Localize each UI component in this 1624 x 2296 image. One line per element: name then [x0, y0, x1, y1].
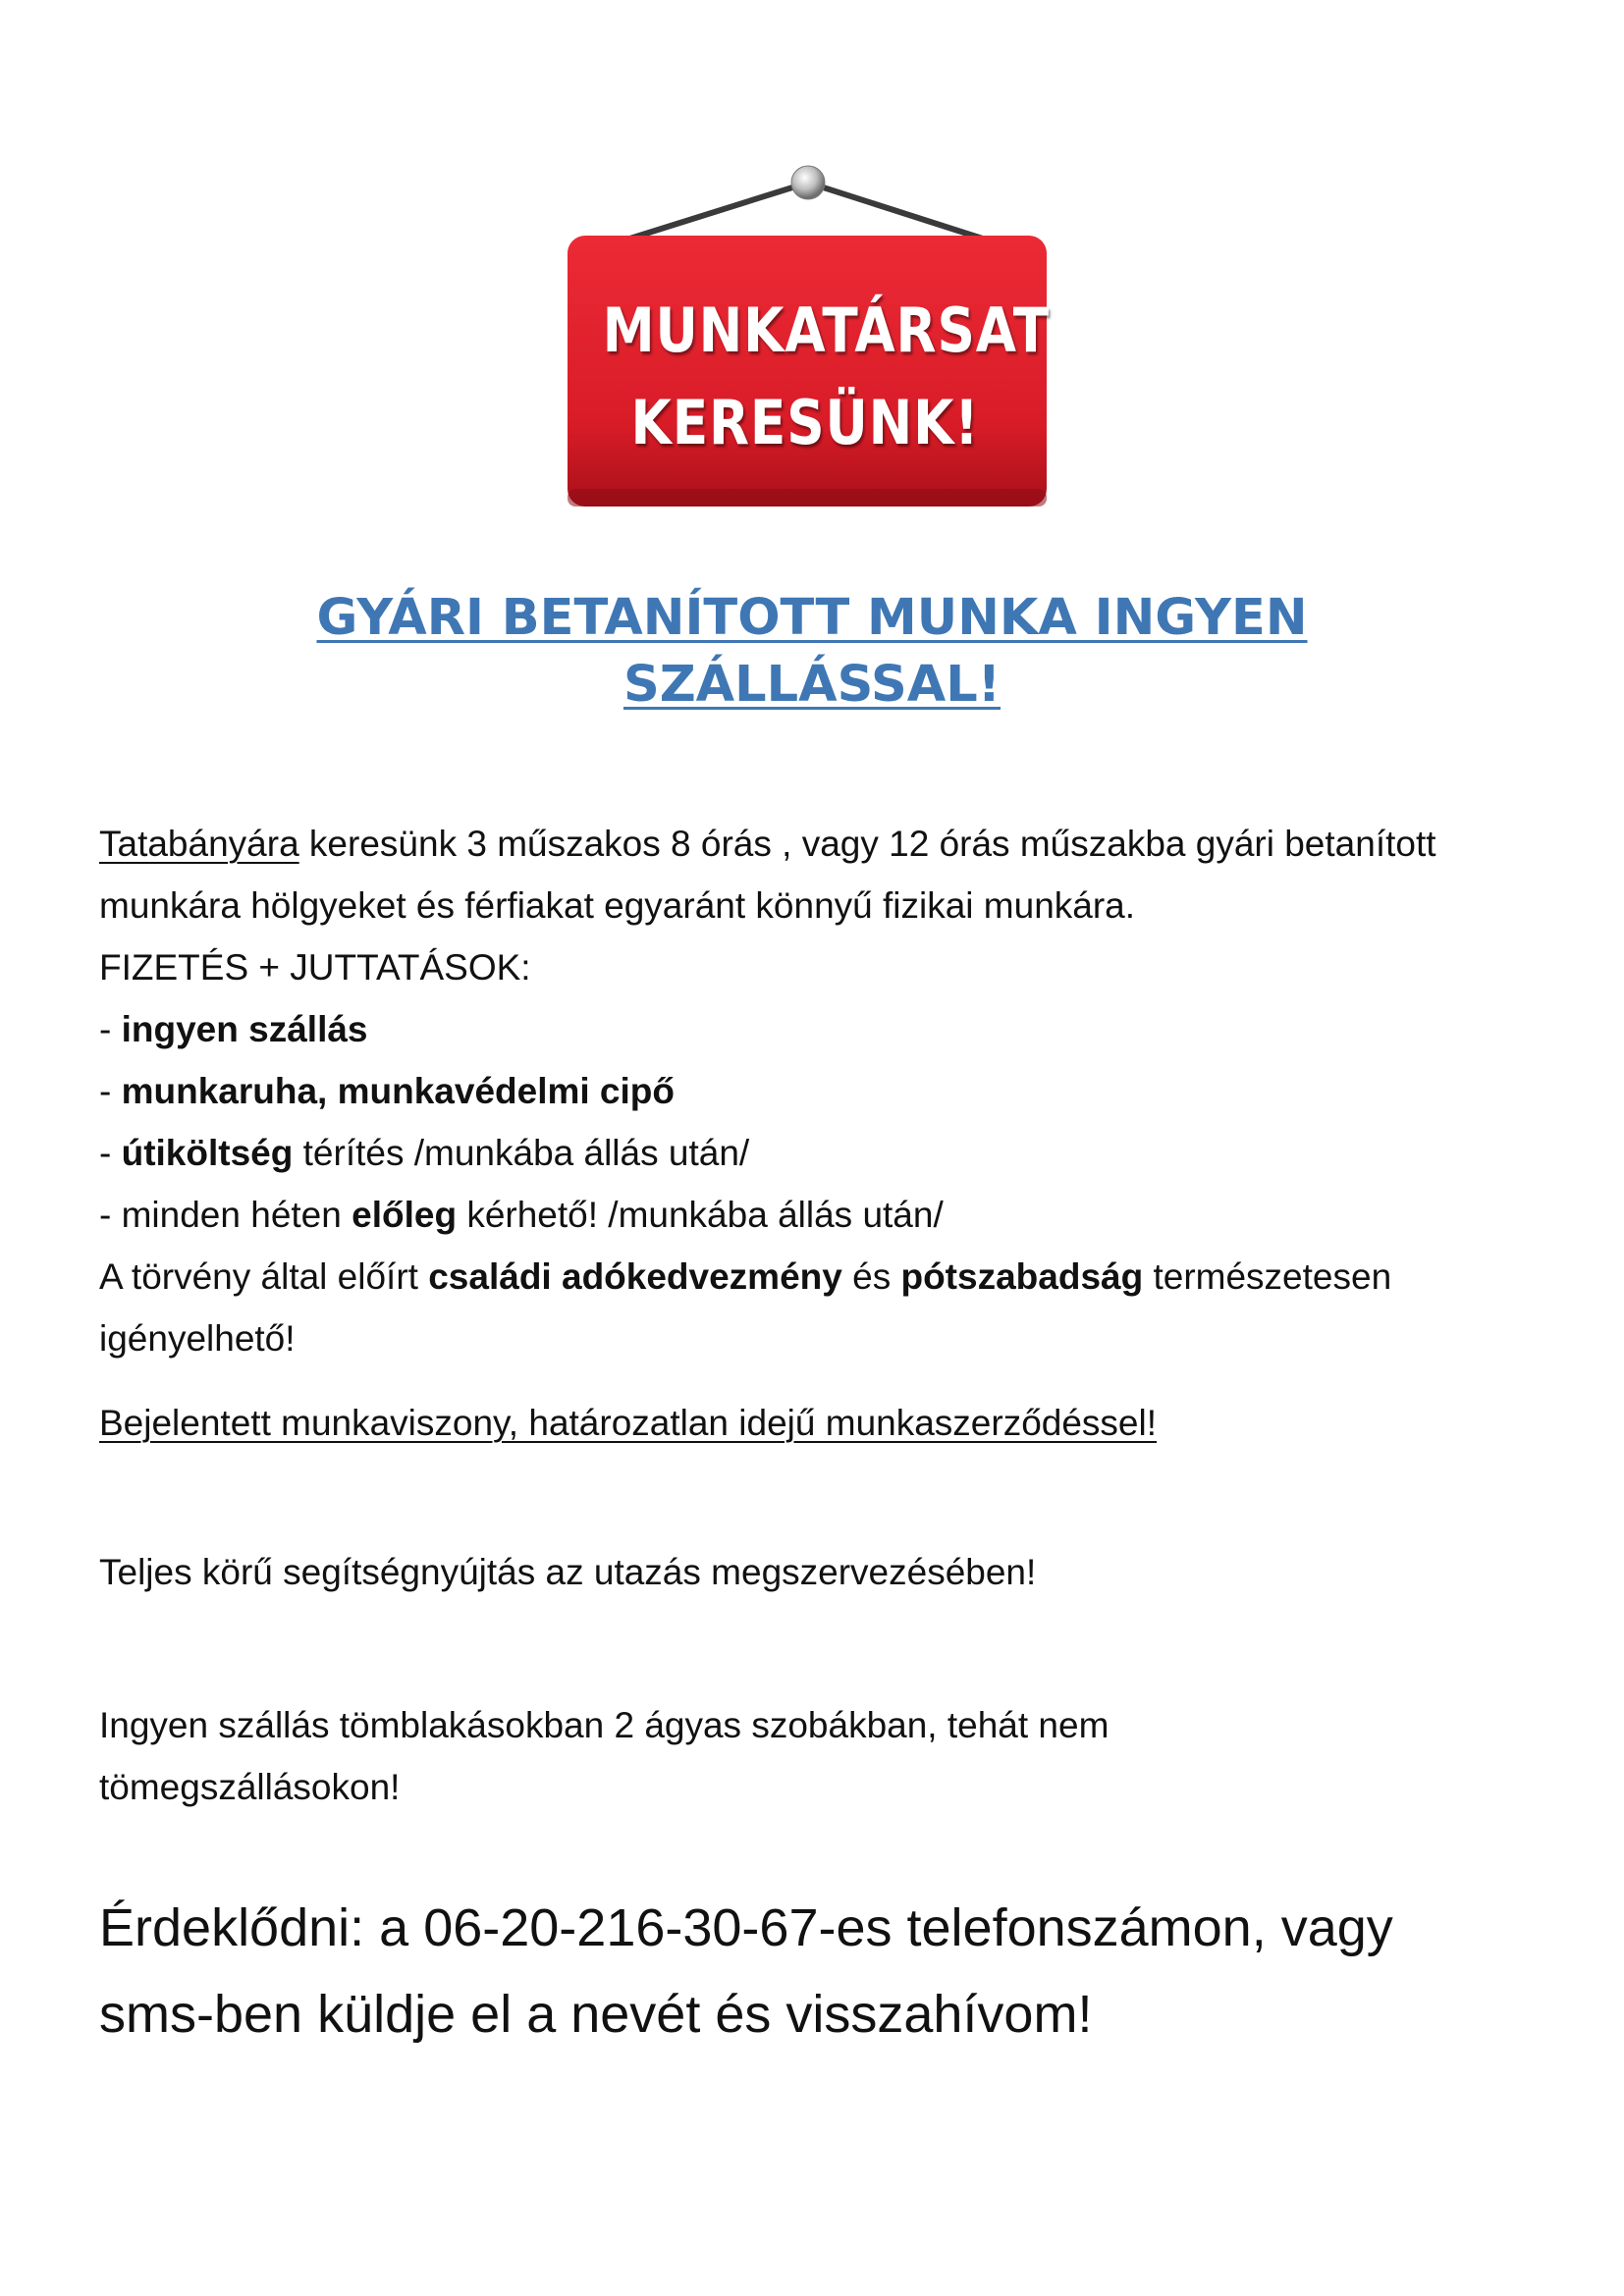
housing-paragraph [99, 1694, 1533, 1818]
law-post: természetesen igényelhető! [99, 1256, 1392, 1359]
benefit-workwear: munkaruha, munkavédelmi cipő [121, 1071, 675, 1111]
law-paragraph [99, 1246, 1533, 1369]
law-mid: és [841, 1256, 901, 1297]
sign-text-line1: MUNKATÁRSAT [602, 294, 1050, 366]
list-dash: - [99, 1009, 122, 1049]
benefits-heading: FIZETÉS + JUTTATÁSOK: [99, 947, 531, 988]
law-tax-benefit: családi adókedvezmény [428, 1256, 842, 1297]
list-dash: - [99, 1195, 122, 1235]
list-dash: - [99, 1071, 122, 1111]
contact-line2: sms-ben küldje el a nevét és visszahívom! [99, 1985, 1093, 2044]
benefit-item-travel [99, 1122, 1533, 1184]
benefit-advance-rest: kérhető! /munkába állás után/ [457, 1195, 944, 1235]
law-extra-leave: pótszabadság [900, 1256, 1144, 1297]
benefit-housing: ingyen szállás [121, 1009, 368, 1049]
contact-line1: Érdeklődni: a 06-20-216-30-67-es telefonszámon, vagy [99, 1898, 1393, 1957]
intro-text: keresünk 3 műszakos 8 órás , vagy 12 órás műszakba gyári betanított munkára hölgyeket és férfiakat egyaránt könnyű fizikai munkára. [99, 824, 1436, 926]
contract-text: Bejelentett munkaviszony, határozatlan idejű munkaszerződéssel! [99, 1403, 1158, 1443]
housing-line2: tömegszállásokon! [99, 1767, 401, 1807]
benefit-item-housing [99, 998, 1533, 1060]
job-sign-graphic [560, 165, 1051, 510]
benefit-travel-rest: térítés /munkába állás után/ [293, 1133, 750, 1173]
travel-paragraph [99, 1541, 1533, 1603]
city-name: Tatabányára [99, 824, 299, 864]
contract-paragraph [99, 1392, 1533, 1454]
contact-paragraph [99, 1885, 1552, 2057]
law-pre: A törvény által előírt [99, 1256, 429, 1297]
headline-line2: SZÁLLÁSSAL! [623, 656, 1001, 714]
benefit-advance-bold: előleg [352, 1195, 458, 1235]
housing-line1: Ingyen szállás tömblakásokban 2 ágyas szobákban, tehát nem [99, 1705, 1110, 1745]
headline-line1: GYÁRI BETANÍTOTT MUNKA INGYEN [316, 589, 1308, 647]
headline [196, 585, 1428, 719]
intro-paragraph [99, 813, 1533, 936]
benefit-item-workwear [99, 1060, 1533, 1122]
benefit-travel-bold: útiköltség [121, 1133, 294, 1173]
benefit-item-advance [99, 1184, 1533, 1246]
benefit-advance-pre: minden héten [121, 1195, 352, 1235]
travel-text: Teljes körű segítségnyújtás az utazás megszervezésében! [99, 1552, 1037, 1592]
list-dash: - [99, 1133, 122, 1173]
job-description [99, 813, 1533, 1369]
sign-text-line2: KERESÜNK! [630, 387, 980, 458]
